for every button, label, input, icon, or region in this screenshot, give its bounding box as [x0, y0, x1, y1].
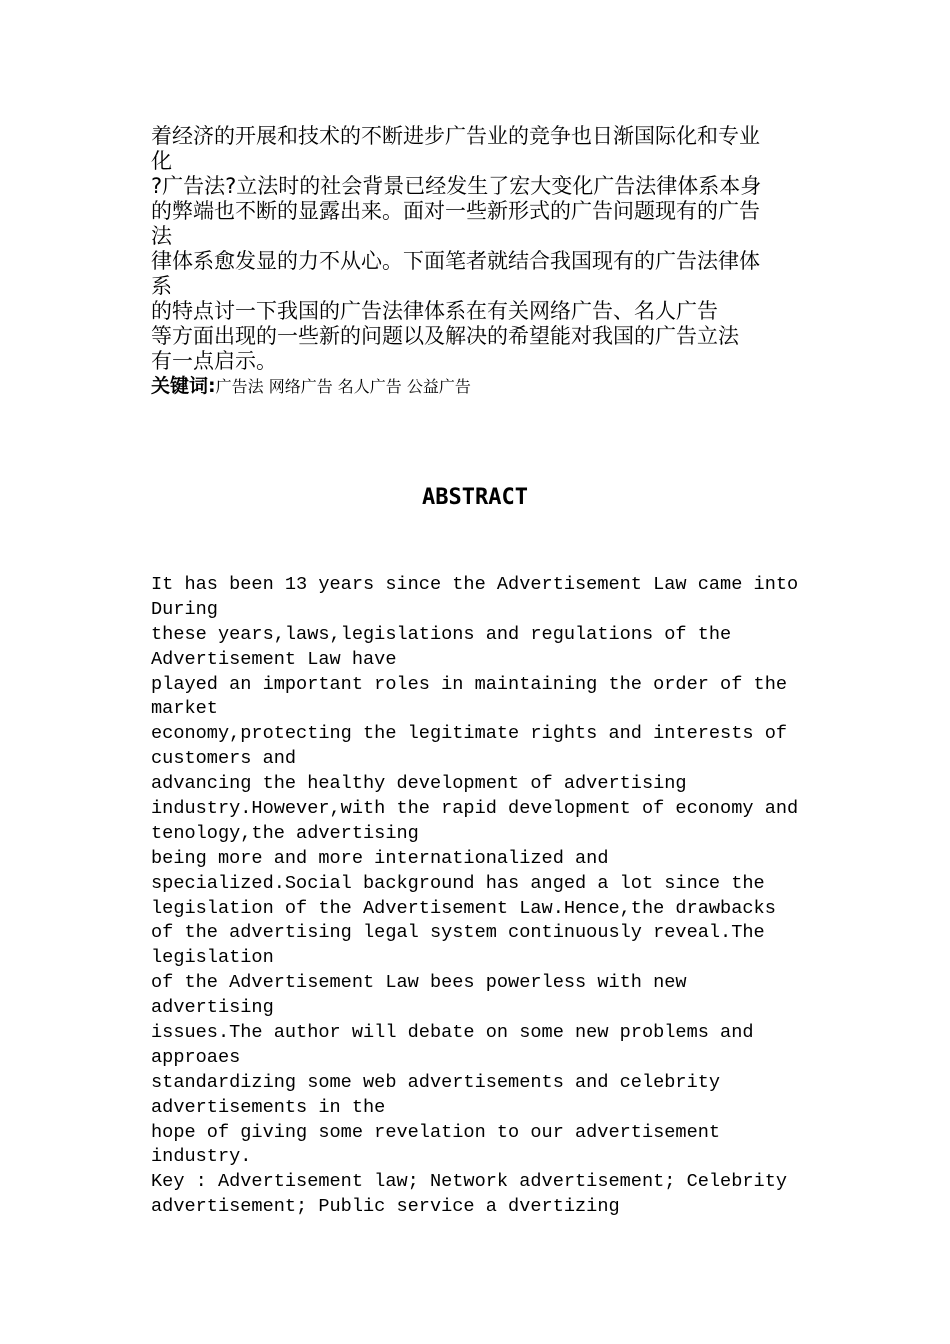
chinese-abstract-line: 系 — [151, 274, 172, 298]
chinese-abstract-line: 的特点讨一下我国的广告法律体系在有关网络广告、名人广告 — [151, 299, 718, 323]
english-abstract-line: During — [151, 598, 218, 620]
english-abstract-line: issues.The author will debate on some new problems and — [151, 1022, 754, 1044]
chinese-abstract-line: ?广告法?立法时的社会背景已经发生了宏大变化广告法律体系本身 — [151, 174, 762, 198]
english-abstract — [151, 573, 821, 1220]
english-abstract-line: Advertisement Law have — [151, 648, 397, 670]
english-abstract-line: industry. — [151, 1146, 252, 1168]
english-abstract-line: approaes — [151, 1046, 241, 1068]
english-abstract-line: industry.However,with the rapid development of economy and — [151, 798, 799, 820]
english-abstract-line: customers and — [151, 748, 297, 770]
chinese-abstract-line: 律体系愈发显的力不从心。下面笔者就结合我国现有的广告法律体 — [151, 249, 760, 273]
chinese-keywords — [151, 374, 811, 399]
chinese-abstract-line: 化 — [151, 149, 172, 173]
english-abstract-line: played an important roles in maintaining the order of the — [151, 673, 788, 695]
english-abstract-line: legislation — [151, 947, 274, 969]
english-abstract-line: tenology,the advertising — [151, 822, 419, 844]
chinese-abstract-line: 等方面出现的一些新的问题以及解决的希望能对我国的广告立法 — [151, 324, 739, 348]
english-abstract-line: advertisements in the — [151, 1096, 386, 1118]
english-abstract-line: advertising — [151, 997, 274, 1019]
english-abstract-line: these years,laws,legislations and regulations of the — [151, 623, 732, 645]
english-abstract-line: economy,protecting the legitimate rights and interests of — [151, 723, 788, 745]
english-abstract-line: of the advertising legal system continuously reveal.The — [151, 922, 765, 944]
chinese-abstract-line: 有一点启示。 — [151, 349, 277, 373]
chinese-abstract-line: 着经济的开展和技术的不断进步广告业的竞争也日渐国际化和专业 — [151, 124, 760, 148]
chinese-abstract-line: 法 — [151, 224, 172, 248]
english-abstract-line: of the Advertisement Law bees powerless with new — [151, 972, 687, 994]
chinese-abstract-line: 的弊端也不断的显露出来。面对一些新形式的广告问题现有的广告 — [151, 199, 760, 223]
keywords-text: 广告法 网络广告 名人广告 公益广告 — [215, 377, 471, 396]
english-abstract-line: legislation of the Advertisement Law.Hence,the drawbacks — [151, 897, 776, 919]
english-keywords-line: advertisement; Public service a dvertizing — [151, 1196, 620, 1218]
keywords-label: 关键词: — [151, 375, 216, 397]
english-keywords-line: Key : Advertisement law; Network advertisement; Celebrity — [151, 1171, 788, 1193]
chinese-abstract — [151, 124, 811, 399]
english-abstract-line: specialized.Social background has anged a lot since the — [151, 872, 765, 894]
english-abstract-line: market — [151, 698, 218, 720]
english-abstract-line: standardizing some web advertisements and celebrity — [151, 1071, 721, 1093]
english-abstract-line: advancing the healthy development of advertising — [151, 773, 687, 795]
english-abstract-line: It has been 13 years since the Advertisement Law came into — [151, 574, 799, 595]
english-abstract-line: hope of giving some revelation to our advertisement — [151, 1121, 721, 1143]
english-abstract-line: being more and more internationalized and — [151, 847, 609, 869]
abstract-title: ABSTRACT — [422, 485, 528, 510]
